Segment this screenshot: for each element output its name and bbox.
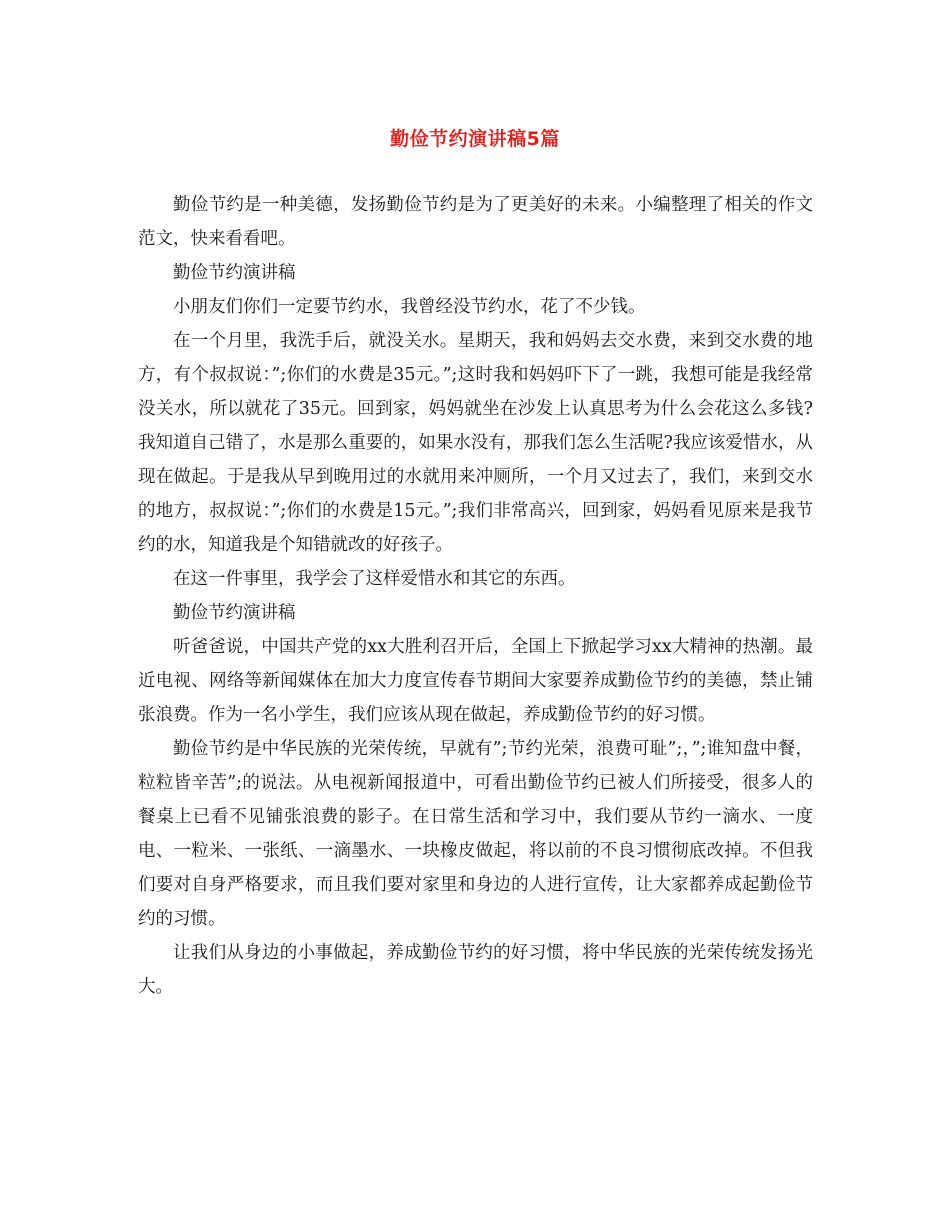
section-heading-2: 勤俭节约演讲稿 (173, 603, 296, 623)
paragraph-intro: 勤俭节约是一种美德，发扬勤俭节约是为了更美好的未来。小编整理了相关的作文范文，快来看看吧。 (138, 195, 813, 249)
paragraph: 在一个月里，我洗手后，就没关水。星期天，我和妈妈去交水费，来到交水费的地方，有个叔叔说：”;你们的水费是35元。”;这时我和妈妈吓下了一跳，我想可能是我经常没关水，所以就花了35元。回到家，妈妈就坐在沙发上认真思考为什么会花这么多钱?我知道自己错了，水是那么重要的，如果水没有，那我们怎么生活呢?我应该爱惜水，从现在做起。于是我从早到晚用过的水就用来冲厕所，一个月又过去了，我们，来到交水的地方，叔叔说：”;你们的水费是15元。”;我们非常高兴，回到家，妈妈看见原来是我节约的水，知道我是个知错就改的好孩子。 (138, 331, 813, 555)
document-title: 勤俭节约演讲稿5篇 (390, 128, 560, 150)
paragraph: 勤俭节约是中华民族的光荣传统，早就有”;节约光荣，浪费可耻”;，”;谁知盘中餐，粒粒皆辛苦”;的说法。从电视新闻报道中，可看出勤俭节约已被人们所接受，很多人的餐桌上已看不见铺张浪费的影子。在日常生活和学习中，我们要从节约一滴水、一度电、一粒米、一张纸、一滴墨水、一块橡皮做起，将以前的不良习惯彻底改掉。不但我们要对自身严格要求，而且我们要对家里和身边的人进行宣传，让大家都养成起勤俭节约的习惯。 (138, 739, 813, 929)
document-body (138, 188, 813, 1004)
paragraph: 小朋友们你们一定要节约水，我曾经没节约水，花了不少钱。 (173, 297, 646, 317)
paragraph: 在这一件事里，我学会了这样爱惜水和其它的东西。 (173, 569, 576, 589)
paragraph-closing: 让我们从身边的小事做起，养成勤俭节约的好习惯，将中华民族的光荣传统发扬光大。 (138, 943, 813, 997)
section-heading-1: 勤俭节约演讲稿 (173, 263, 296, 283)
paragraph: 听爸爸说，中国共产党的xx大胜利召开后，全国上下掀起学习xx大精神的热潮。最近电视、网络等新闻媒体在加大力度宣传春节期间大家要养成勤俭节约的美德，禁止铺张浪费。作为一名小学生，我们应该从现在做起，养成勤俭节约的好习惯。 (138, 637, 813, 725)
